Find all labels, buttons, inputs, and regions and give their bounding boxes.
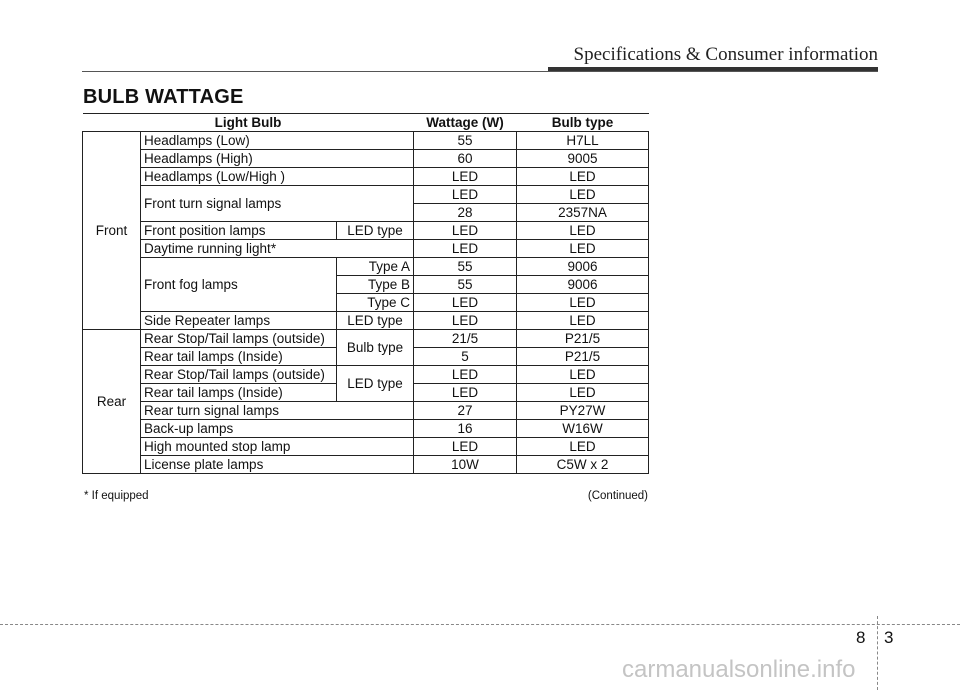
table-row [83,168,649,186]
wattage-cell: LED [414,168,517,186]
table-row [83,222,649,240]
table-row [83,420,649,438]
bulb-type-cell: 2357NA [517,204,649,222]
footer-dashed-rule [0,624,960,625]
table-row [83,258,649,276]
bulb-type-cell: PY27W [517,402,649,420]
continued-label: (Continued) [587,490,648,502]
bulb-wattage-table [82,113,649,474]
bulb-name: Rear Stop/Tail lamps (outside) [141,366,337,384]
header-rule [82,71,878,72]
bulb-type-cell: LED [517,294,649,312]
table-row [83,132,649,150]
bulb-type-cell: P21/5 [517,330,649,348]
group-label-rear: Rear [83,330,141,474]
bulb-name: Rear tail lamps (Inside) [141,348,337,366]
bulb-name: Rear turn signal lamps [141,402,414,420]
section-title: BULB WATTAGE [83,86,244,108]
table-row [83,186,649,204]
bulb-type-cell: 9005 [517,150,649,168]
wattage-cell: 16 [414,420,517,438]
bulb-type-cell: LED [517,168,649,186]
bulb-type-cell: LED [517,438,649,456]
bulb-subtype: Bulb type [337,330,414,366]
bulb-type-cell: W16W [517,420,649,438]
wattage-cell: LED [414,366,517,384]
bulb-subtype: Type C [337,294,414,312]
table-row [83,240,649,258]
bulb-type-cell: 9006 [517,258,649,276]
bulb-type-cell: LED [517,366,649,384]
wattage-cell: 21/5 [414,330,517,348]
page-header-title: Specifications & Consumer information [573,44,878,65]
bulb-type-cell: LED [517,186,649,204]
bulb-name: Front turn signal lamps [141,186,414,222]
bulb-name: Headlamps (Low/High ) [141,168,414,186]
bulb-subtype: LED type [337,366,414,402]
table-row [83,438,649,456]
bulb-name: Daytime running light* [141,240,414,258]
wattage-cell: 55 [414,276,517,294]
wattage-cell: LED [414,384,517,402]
bulb-type-cell: LED [517,384,649,402]
table-row [83,330,649,348]
bulb-name: Headlamps (High) [141,150,414,168]
wattage-cell: LED [414,240,517,258]
wattage-cell: 28 [414,204,517,222]
bulb-type-cell: 9006 [517,276,649,294]
page-chapter-number: 8 [856,628,866,647]
table-row [83,456,649,474]
footnote: * If equipped [84,490,149,502]
bulb-name: High mounted stop lamp [141,438,414,456]
header-light-bulb: Light Bulb [83,114,414,132]
wattage-cell: 55 [414,132,517,150]
header-wattage: Wattage (W) [414,114,517,132]
footer-dashed-divider [877,616,878,690]
table-header-row [83,114,649,132]
wattage-cell: 55 [414,258,517,276]
bulb-type-cell: LED [517,312,649,330]
bulb-type-cell: LED [517,240,649,258]
table-row [83,366,649,384]
wattage-cell: 10W [414,456,517,474]
wattage-cell: LED [414,294,517,312]
wattage-cell: LED [414,186,517,204]
table-row [83,150,649,168]
page-number: 3 [884,628,894,647]
header-bulb-type: Bulb type [517,114,649,132]
table-row [83,312,649,330]
bulb-subtype: LED type [337,312,414,330]
bulb-type-cell: LED [517,222,649,240]
bulb-subtype: LED type [337,222,414,240]
bulb-name: Side Repeater lamps [141,312,337,330]
bulb-name: Rear tail lamps (Inside) [141,384,337,402]
bulb-name: Rear Stop/Tail lamps (outside) [141,330,337,348]
wattage-cell: LED [414,222,517,240]
bulb-type-cell: P21/5 [517,348,649,366]
bulb-subtype: Type A [337,258,414,276]
bulb-name: Headlamps (Low) [141,132,414,150]
bulb-type-cell: H7LL [517,132,649,150]
wattage-cell: 60 [414,150,517,168]
bulb-name: License plate lamps [141,456,414,474]
bulb-name: Front fog lamps [141,258,337,312]
bulb-type-cell: C5W x 2 [517,456,649,474]
bulb-name: Back-up lamps [141,420,414,438]
wattage-cell: 27 [414,402,517,420]
wattage-cell: LED [414,438,517,456]
wattage-cell: 5 [414,348,517,366]
wattage-cell: LED [414,312,517,330]
bulb-name: Front position lamps [141,222,337,240]
bulb-subtype: Type B [337,276,414,294]
group-label-front: Front [83,132,141,330]
table-row [83,402,649,420]
watermark: carmanualsonline.info [622,656,856,683]
